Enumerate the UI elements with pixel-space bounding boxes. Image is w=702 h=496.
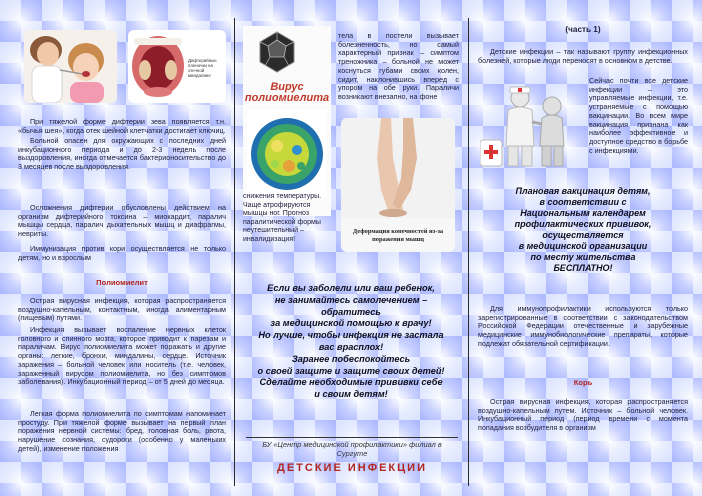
leg-deformity-photo bbox=[341, 118, 455, 252]
col1-paragraph-3: Осложнения дифтерии обусловлены действием на организм дифтерийного токсина – миокардит, паралич мышцы сердца, паралич дыхательных мышц и диафрагмы, невриты. bbox=[18, 203, 226, 239]
col3-paragraph-2: Сейчас почти все детские инфекции – это управляемые инфекции, т.е. устраняемые с помощью вакцинации. Во всем мире вакцинация признана как наиболее эффективное и доступное средство в борьбе с инфекциями. bbox=[589, 76, 688, 155]
appeal-line-6: вас врасплох! bbox=[318, 341, 384, 352]
col1-paragraph-5: Острая вирусная инфекция, которая распространяется воздушно-капельным, контактным, иногда алиментарным (пищевым) путями. bbox=[18, 296, 226, 323]
polio-heading: Полиомиелит bbox=[96, 278, 148, 287]
col3-paragraph-4: Острая вирусная инфекция, которая распространяется воздушно-капельным путем. Источник – больной человек. Инкубационный период (период времени с момента попадания возбудителя в организм bbox=[478, 397, 688, 433]
col1-paragraph-2: Больной опасен для окружающих с последних дней инкубационного периода и до 2-3 недель после выздоровления, иногда отмечается бактерионосительство до 3 месяцев после выздоровления. bbox=[18, 136, 226, 172]
fold-line-right bbox=[468, 18, 469, 486]
footer-divider bbox=[246, 437, 458, 438]
doctor-child-photo bbox=[24, 30, 117, 103]
col2-top-text: тела в постели вызывает болезненность, но самый характерный признак – симптом треножника – больной не может коснуться губами своих колен, сидит, наклонившись вперед с упором на обе руки. Параличи возникают внезапно, на фоне bbox=[338, 31, 459, 101]
appeal-line-1: Если вы заболели или ваш ребенок, bbox=[267, 283, 435, 293]
plan-line-8: БЕСПЛАТНО! bbox=[553, 263, 613, 273]
virus-image-panel bbox=[243, 26, 331, 216]
appeal-line-5: Но лучше, чтобы инфекция не застала bbox=[258, 330, 444, 341]
appeal-line-7: Заранее побеспокойтесь bbox=[291, 353, 411, 364]
appeal-line-9: Сделайте необходимые прививки себе bbox=[259, 377, 443, 388]
col1-paragraph-4: Иммунизация против кори осуществляется не только детям, но и взрослым bbox=[18, 244, 226, 262]
leg-photo-caption: Деформация конечностей из-за поражения мышц bbox=[352, 228, 444, 243]
plan-line-7: по месту жительства bbox=[530, 252, 636, 262]
appeal-line-10: и своим детям! bbox=[314, 389, 388, 400]
throat-photo-caption: Дифтерийные пленочки на отечной миндалине bbox=[188, 58, 217, 78]
fold-line-left bbox=[234, 18, 235, 486]
plan-line-1: Плановая вакцинация детям, bbox=[515, 186, 651, 196]
vaccination-plan-block bbox=[478, 186, 688, 274]
virus-title-line2: полиомиелита bbox=[244, 92, 330, 104]
col3-paragraph-1: Детские инфекции – так называют группу инфекционных болезней, которые люди переносят в основном в детстве. bbox=[478, 47, 688, 65]
throat-photo bbox=[128, 30, 226, 103]
measles-heading: Корь bbox=[573, 378, 593, 387]
plan-line-2: в соответствии с bbox=[539, 197, 627, 207]
col1-paragraph-7: Легкая форма полиомиелита по симптомам напоминает простуду. При тяжелой форме вызывает на первый план поражения нервной системы: бред, головная боль, рвота, нарушение сознания, судороги (особенно у маленьких детей), изменение положения bbox=[18, 409, 226, 453]
col1-paragraph-6: Инфекция вызывает воспаление нервных клеток головного и спинного мозга, которое приводит к парезам и параличам. Вирус полиомиелита может поражать и другие органы: легкие, бронхи, миндалины, сердце. Источник заражения – больной человек или носитель (т.е. человек, зараженный вирусом полиомиелита, но без симптомов заболевания). Инкубационный период – от 5 дней до месяца. bbox=[18, 325, 226, 387]
appeal-line-8: о своей защите и защите своих детей! bbox=[257, 365, 445, 376]
plan-line-4: профилактических прививок, bbox=[514, 219, 652, 229]
appeal-line-3: обратитесь bbox=[321, 306, 381, 317]
doctor-patient-illustration bbox=[480, 84, 580, 170]
virus-micrograph bbox=[247, 110, 327, 198]
footer-org: БУ «Центр медицинской профилактики» филиал в Сургуте bbox=[262, 440, 442, 459]
appeal-line-2: не занимайтесь самолечением – bbox=[274, 294, 428, 305]
col2-left-text: снижения температуры. Чаще атрофируются мышцы ног. Прогноз паралитической формы неутешительный – инвалидизация! bbox=[243, 193, 322, 243]
part-label: (часть 1) bbox=[565, 25, 601, 34]
col1-paragraph-1: При тяжелой форме дифтерии зева появляется т.н. «бычья шея», когда отек шейной клетчатки достигает ключиц. bbox=[18, 117, 226, 135]
plan-line-5: осуществляется bbox=[542, 230, 624, 240]
appeal-block bbox=[244, 283, 458, 401]
virus-model-icon bbox=[257, 30, 297, 74]
plan-line-3: Национальным календарем bbox=[520, 208, 646, 218]
col3-paragraph-3: Для иммунопрофилактики используются только зарегистрированные в соответствии с законодательством Российской Федерации отечественные и зарубежные медицинские иммунобиологические препараты, которые подлежат обязательной сертификации. bbox=[478, 304, 688, 348]
plan-line-6: в медицинской организации bbox=[518, 241, 648, 251]
virus-title-line1: Вирус bbox=[270, 81, 304, 93]
footer-title: ДЕТСКИЕ ИНФЕКЦИИ bbox=[277, 462, 427, 474]
appeal-line-4: за медицинской помощью к врачу! bbox=[270, 318, 432, 329]
